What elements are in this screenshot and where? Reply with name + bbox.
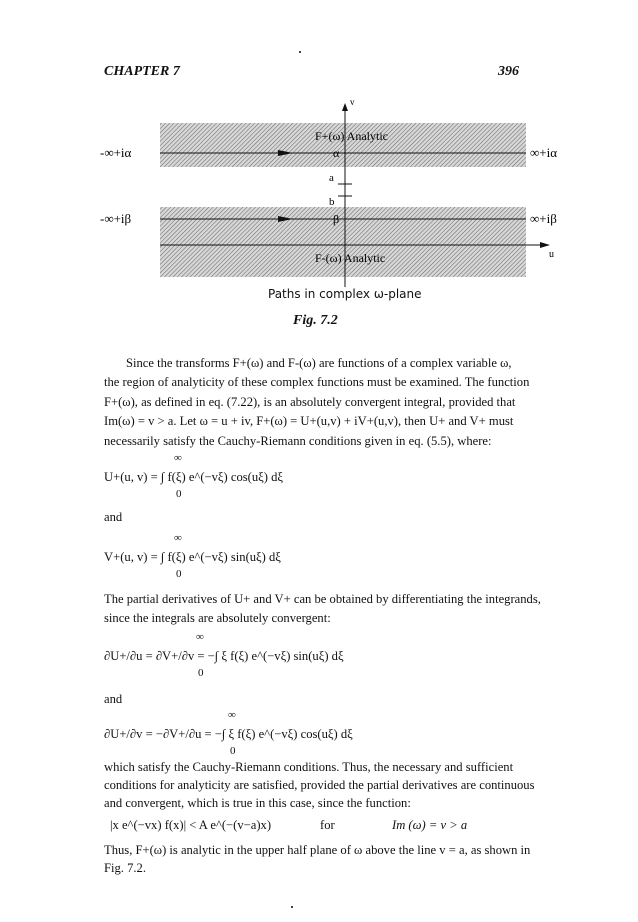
equation-derivative-2-text: ∂U+/∂v = −∂V+/∂u = −∫ ξ f(ξ) e^(−vξ) cos(uξ) dξ bbox=[104, 727, 353, 741]
equation-bound: |x e^(−vx) f(x)| < A e^(−(v−a)x) bbox=[110, 818, 272, 832]
beta-label: β bbox=[333, 212, 340, 226]
alpha-path-right-label: ∞+iα bbox=[530, 145, 558, 160]
integral-lower-limit: 0 bbox=[198, 667, 204, 679]
b-label: b bbox=[329, 196, 335, 208]
equation-v-text: V+(u, v) = ∫ f(ξ) e^(−vξ) sin(uξ) dξ bbox=[104, 550, 281, 564]
lower-analytic-region bbox=[160, 207, 526, 277]
complex-plane-figure bbox=[100, 95, 560, 290]
u-axis-arrow bbox=[540, 242, 550, 248]
paragraph-derivatives: The partial derivatives of U+ and V+ can be obtained by differentiating the integrands, since the integrals are absolutely convergent: bbox=[104, 592, 541, 626]
integral-lower-limit: 0 bbox=[230, 745, 236, 757]
v-axis-label: v bbox=[350, 97, 355, 107]
lower-analytic-label: F-(ω) Analytic bbox=[315, 251, 386, 265]
connector-and-1: and bbox=[104, 510, 123, 524]
paragraph-conclusion: Thus, F+(ω) is analytic in the upper half plane of ω above the line v = a, as shown in Fig. 7.2. bbox=[104, 843, 531, 875]
beta-path-right-label: ∞+iβ bbox=[530, 211, 557, 226]
beta-path-left-label: -∞+iβ bbox=[100, 211, 132, 226]
connector-and-2: and bbox=[104, 692, 123, 706]
equation-bound-condition: Im (ω) = v > a bbox=[392, 818, 468, 832]
v-axis-arrow bbox=[342, 103, 348, 111]
integral-upper-limit: ∞ bbox=[174, 532, 182, 544]
upper-analytic-label: F+(ω) Analytic bbox=[315, 129, 388, 143]
alpha-label: α bbox=[333, 146, 340, 160]
equation-derivative-1-text: ∂U+/∂u = ∂V+/∂v = −∫ ξ f(ξ) e^(−vξ) sin(uξ) dξ bbox=[104, 649, 344, 663]
integral-upper-limit: ∞ bbox=[228, 709, 236, 721]
chapter-heading: CHAPTER 7 bbox=[104, 64, 180, 79]
a-label: a bbox=[329, 172, 334, 184]
integral-upper-limit: ∞ bbox=[174, 452, 182, 464]
page-number: 396 bbox=[498, 64, 519, 79]
equation-v bbox=[104, 533, 534, 585]
integral-lower-limit: 0 bbox=[176, 488, 182, 500]
figure-caption: Paths in complex ω-plane bbox=[268, 287, 422, 301]
figure-label: Fig. 7.2 bbox=[293, 313, 338, 328]
integral-lower-limit: 0 bbox=[176, 568, 182, 580]
equation-derivative-2 bbox=[104, 710, 544, 760]
scan-dot bbox=[299, 51, 301, 53]
alpha-path-left-label: -∞+iα bbox=[100, 145, 132, 160]
integral-upper-limit: ∞ bbox=[196, 631, 204, 643]
paragraph-conditions: which satisfy the Cauchy-Riemann conditions. Thus, the necessary and sufficient conditions for analyticity are satisfied, provided the partial derivatives are continuous and convergent, which is true in this case, since the function: bbox=[104, 760, 535, 810]
equation-u-text: U+(u, v) = ∫ f(ξ) e^(−vξ) cos(uξ) dξ bbox=[104, 470, 284, 484]
u-axis-label: u bbox=[549, 249, 554, 260]
equation-bound-for: for bbox=[320, 818, 335, 832]
equation-derivative-1 bbox=[104, 632, 544, 684]
equation-u bbox=[104, 453, 534, 505]
paragraph-analyticity: Since the transforms F+(ω) and F-(ω) are functions of a complex variable ω, the region of analyticity of these complex functions must be examined. The function F+(ω), as defined in eq. (7.22), is an absolutely convergent integral, provided that Im(ω) = v > a. Let ω = u + iv, F+(ω) = U+(u,v) + iV+(u,v), then U+ and V+ must necessarily satisfy the Cauchy-Riemann conditions given in eq. (5.5), where: bbox=[104, 356, 530, 448]
scan-dot bbox=[291, 906, 293, 908]
